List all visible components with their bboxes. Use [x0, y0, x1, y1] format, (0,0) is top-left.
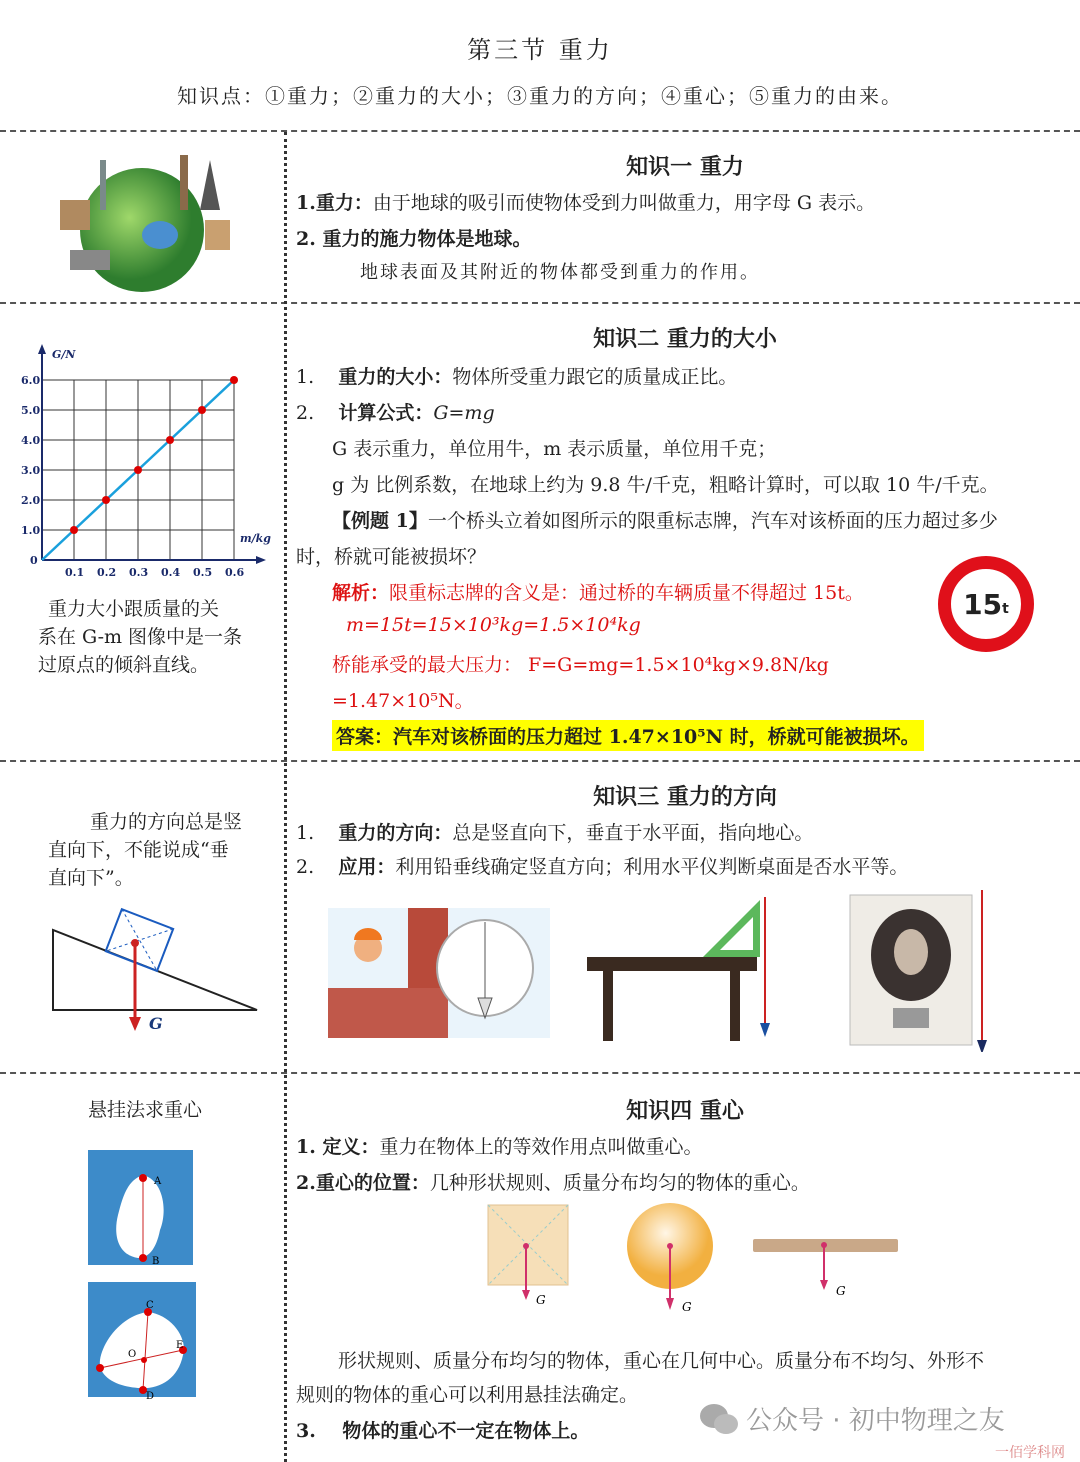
- x-tick-label: 0.6: [225, 566, 245, 579]
- plumb-line-image: [328, 908, 550, 1038]
- svg-text:O: O: [128, 1349, 137, 1360]
- origin-label: 0: [30, 554, 38, 567]
- earth-landmarks-image: [40, 140, 245, 300]
- graph-caption: 重力大小跟质量的关 系在 G-m 图像中是一条 过原点的倾斜直线。: [38, 598, 243, 676]
- column-divider: [284, 132, 287, 1462]
- data-point: [198, 406, 206, 414]
- data-point: [70, 526, 78, 534]
- y-tick-label: 5.0: [21, 404, 41, 417]
- svg-text:B: B: [152, 1256, 160, 1267]
- y-axis-label: G/N: [52, 348, 76, 361]
- watermark: 公众号 · 初中物理之友: [698, 1400, 1005, 1437]
- regular-objects-image: [480, 1200, 920, 1320]
- page-title: 第三节 重力: [467, 36, 613, 64]
- definition: 由于地球的吸引而使物体受到力叫做重力，用字母 G 表示。: [372, 192, 876, 214]
- svg-text:E: E: [176, 1340, 184, 1351]
- level-table-image: [585, 895, 785, 1045]
- svg-text:G: G: [536, 1293, 546, 1307]
- y-tick-label: 2.0: [21, 494, 41, 507]
- direction-caption: 重力的方向总是竖 直向下，不能说成“垂 直向下”。: [48, 811, 243, 889]
- section-title: 知识四 重心: [626, 1099, 744, 1124]
- term: 1.重力：: [296, 192, 373, 214]
- left-title: 悬挂法求重心: [88, 1099, 203, 1121]
- weight-limit-sign: 15 t: [938, 556, 1034, 652]
- site-watermark: 一佰学科网: [995, 1445, 1065, 1461]
- suspension-method-image: [88, 1150, 198, 1400]
- x-tick-label: 0.3: [129, 566, 149, 579]
- svg-text:A: A: [154, 1176, 162, 1187]
- x-tick-label: 0.5: [193, 566, 213, 579]
- data-point: [102, 496, 110, 504]
- divider: [0, 760, 1080, 762]
- knowledge-points: 知识点：①重力；②重力的大小；③重力的方向；④重心；⑤重力的由来。: [177, 84, 903, 108]
- section-title: 知识三 重力的方向: [593, 785, 777, 810]
- y-tick-label: 6.0: [21, 374, 41, 387]
- wechat-icon: [698, 1402, 740, 1436]
- x-axis-label: m/kg: [240, 532, 271, 545]
- x-tick-label: 0.4: [161, 566, 181, 579]
- statement: 2. 重力的施力物体是地球。: [296, 228, 532, 250]
- x-tick-label: 0.1: [65, 566, 85, 579]
- svg-text:D: D: [146, 1391, 155, 1400]
- newton-portrait-image: [848, 890, 993, 1052]
- svg-text:C: C: [146, 1300, 154, 1311]
- data-point: [166, 436, 174, 444]
- divider: [0, 1072, 1080, 1074]
- svg-text:G: G: [682, 1300, 692, 1314]
- y-tick-label: 3.0: [21, 464, 41, 477]
- incline-diagram: [45, 905, 265, 1035]
- data-point: [134, 466, 142, 474]
- x-tick-label: 0.2: [97, 566, 117, 579]
- svg-text:G: G: [836, 1284, 846, 1298]
- g-m-graph: [20, 340, 280, 580]
- section-title: 知识一 重力: [626, 155, 744, 180]
- data-point: [230, 376, 238, 384]
- section-title: 知识二 重力的大小: [593, 327, 777, 352]
- y-tick-label: 4.0: [21, 434, 41, 447]
- divider: [0, 302, 1080, 304]
- divider: [0, 130, 1080, 132]
- y-tick-label: 1.0: [21, 524, 41, 537]
- y-axis-arrow: [38, 344, 46, 354]
- gravity-label: G: [149, 1014, 163, 1033]
- note: 地球表面及其附近的物体都受到重力的作用。: [360, 262, 760, 283]
- x-axis-arrow: [256, 556, 266, 564]
